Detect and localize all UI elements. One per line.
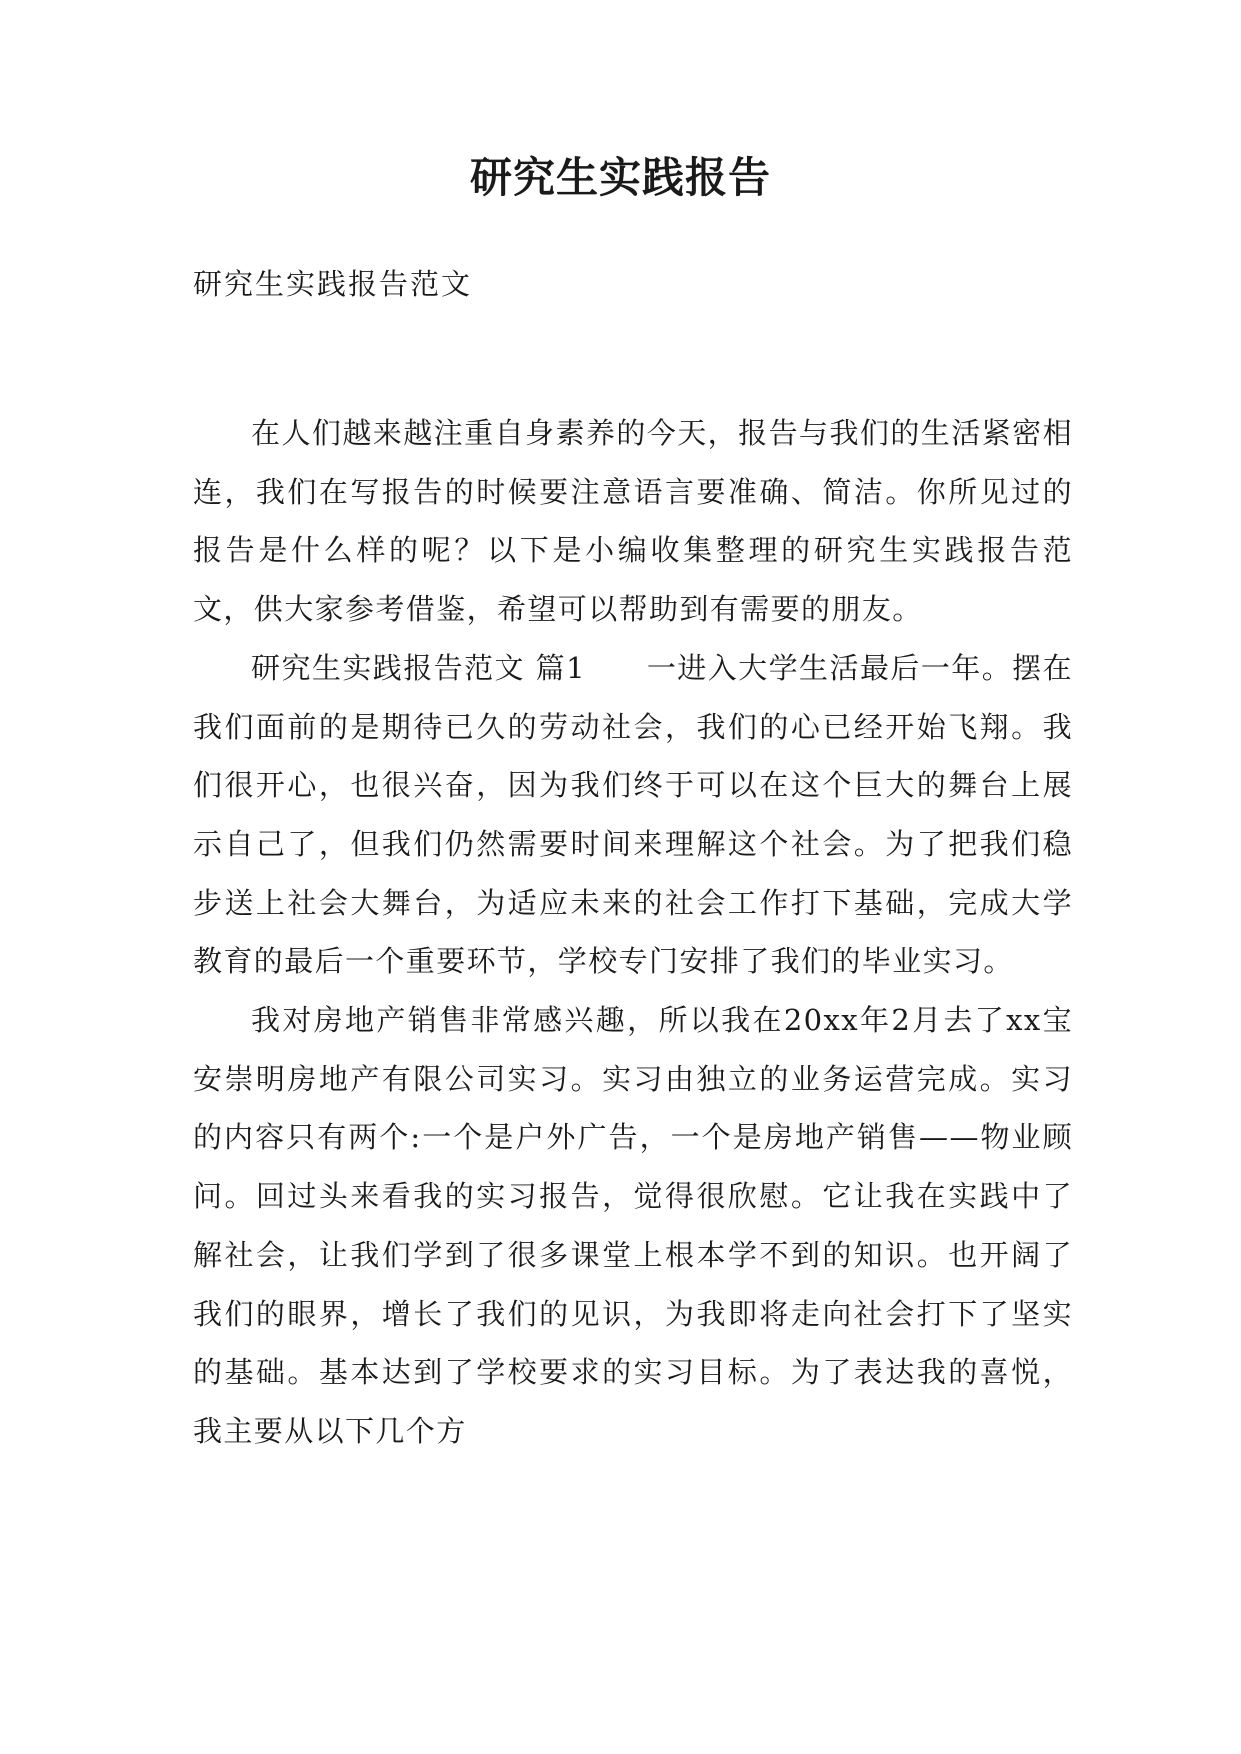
document-title: 研究生实践报告 [469, 153, 771, 202]
document-body [193, 404, 1073, 1461]
paragraph-intro: 在人们越来越注重自身素养的今天，报告与我们的生活紧密相连，我们在写报告的时候要注意语言要准确、简洁。你所见过的报告是什么样的呢？以下是小编收集整理的研究生实践报告范文，供大家参考借鉴，希望可以帮助到有需要的朋友。 [193, 416, 1073, 627]
paragraph-section-1: 研究生实践报告范文 篇1 一进入大学生活最后一年。摆在我们面前的是期待已久的劳动社会，我们的心已经开始飞翔。我们很开心，也很兴奋，因为我们终于可以在这个巨大的舞台上展示自己了，但我们仍然需要时间来理解这个社会。为了把我们稳步送上社会大舞台，为适应未来的社会工作打下基础，完成大学教育的最后一个重要环节，学校专门安排了我们的毕业实习。 [193, 650, 1073, 979]
document-subtitle: 研究生实践报告范文 [193, 267, 473, 301]
paragraph-internship: 我对房地产销售非常感兴趣，所以我在20xx年2月去了xx宝安崇明房地产有限公司实习。实习由独立的业务运营完成。实习的内容只有两个:一个是户外广告，一个是房地产销售——物业顾问。回过头来看我的实习报告，觉得很欣慰。它让我在实践中了解社会，让我们学到了很多课堂上根本学不到的知识。也开阔了我们的眼界，增长了我们的见识，为我即将走向社会打下了坚实的基础。基本达到了学校要求的实习目标。为了表达我的喜悦，我主要从以下几个方 [193, 1003, 1073, 1448]
